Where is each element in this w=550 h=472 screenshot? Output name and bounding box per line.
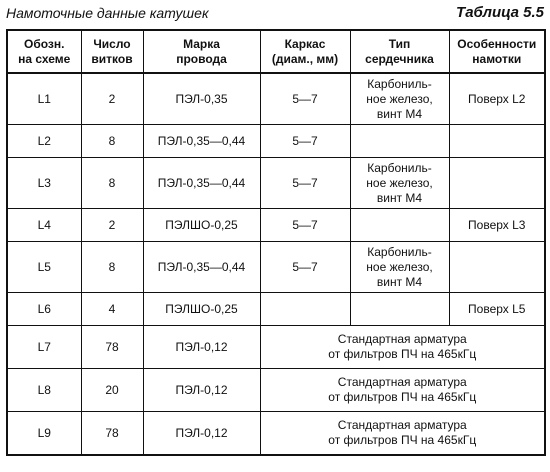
- header-frame: Каркас (диам., мм): [260, 30, 350, 73]
- header-turns: Число витков: [81, 30, 143, 73]
- cell-turns: 8: [81, 125, 143, 158]
- header-row: [7, 30, 545, 73]
- cell-turns: 78: [81, 326, 143, 369]
- cell-wire: ПЭЛШО-0,25: [143, 209, 260, 242]
- table-row: [7, 293, 545, 326]
- cell-turns: 2: [81, 73, 143, 125]
- cell-turns: 8: [81, 158, 143, 209]
- cell-designation: L2: [7, 125, 81, 158]
- cell-wire: ПЭЛ-0,35—0,44: [143, 158, 260, 209]
- cell-turns: 78: [81, 412, 143, 456]
- cell-designation: L6: [7, 293, 81, 326]
- cell-wire: ПЭЛ-0,35—0,44: [143, 125, 260, 158]
- header-designation: Обозн. на схеме: [7, 30, 81, 73]
- table-number: Таблица 5.5: [456, 4, 544, 21]
- table-row: [7, 209, 545, 242]
- cell-designation: L4: [7, 209, 81, 242]
- table-row: [7, 73, 545, 125]
- table-row: [7, 125, 545, 158]
- cell-note: [449, 158, 545, 209]
- table-caption-title: Намоточные данные катушек: [6, 5, 209, 21]
- header-wire: Марка провода: [143, 30, 260, 73]
- cell-designation: L7: [7, 326, 81, 369]
- table-row: [7, 242, 545, 293]
- table-row: [7, 369, 545, 412]
- cell-core: Карбониль- ное железо, винт М4: [350, 242, 449, 293]
- cell-frame: 5—7: [260, 158, 350, 209]
- cell-turns: 20: [81, 369, 143, 412]
- cell-wire: ПЭЛ-0,35: [143, 73, 260, 125]
- cell-wire: ПЭЛ-0,35—0,44: [143, 242, 260, 293]
- cell-wire: ПЭЛШО-0,25: [143, 293, 260, 326]
- coil-winding-table: [6, 29, 546, 456]
- table-row: [7, 412, 545, 456]
- cell-designation: L1: [7, 73, 81, 125]
- cell-note: Поверх L5: [449, 293, 545, 326]
- cell-turns: 4: [81, 293, 143, 326]
- cell-core: [350, 293, 449, 326]
- table-row: [7, 158, 545, 209]
- cell-wire: ПЭЛ-0,12: [143, 326, 260, 369]
- cell-designation: L5: [7, 242, 81, 293]
- cell-frame: 5—7: [260, 125, 350, 158]
- cell-note: [449, 242, 545, 293]
- cell-frame: 5—7: [260, 73, 350, 125]
- table-row: [7, 326, 545, 369]
- cell-turns: 8: [81, 242, 143, 293]
- cell-core: [350, 125, 449, 158]
- header-core: Тип сердечника: [350, 30, 449, 73]
- cell-core: [350, 209, 449, 242]
- cell-frame: 5—7: [260, 209, 350, 242]
- cell-standard-fittings: Стандартная арматура от фильтров ПЧ на 465кГц: [260, 412, 545, 456]
- cell-wire: ПЭЛ-0,12: [143, 412, 260, 456]
- cell-frame: [260, 293, 350, 326]
- cell-core: Карбониль- ное железо, винт М4: [350, 158, 449, 209]
- cell-designation: L9: [7, 412, 81, 456]
- cell-standard-fittings: Стандартная арматура от фильтров ПЧ на 465кГц: [260, 369, 545, 412]
- header-notes: Особенности намотки: [449, 30, 545, 73]
- cell-frame: 5—7: [260, 242, 350, 293]
- cell-note: Поверх L3: [449, 209, 545, 242]
- table-caption: [6, 2, 544, 24]
- cell-note: [449, 125, 545, 158]
- cell-standard-fittings: Стандартная арматура от фильтров ПЧ на 465кГц: [260, 326, 545, 369]
- cell-wire: ПЭЛ-0,12: [143, 369, 260, 412]
- cell-note: Поверх L2: [449, 73, 545, 125]
- cell-core: Карбониль- ное железо, винт М4: [350, 73, 449, 125]
- cell-designation: L8: [7, 369, 81, 412]
- cell-designation: L3: [7, 158, 81, 209]
- cell-turns: 2: [81, 209, 143, 242]
